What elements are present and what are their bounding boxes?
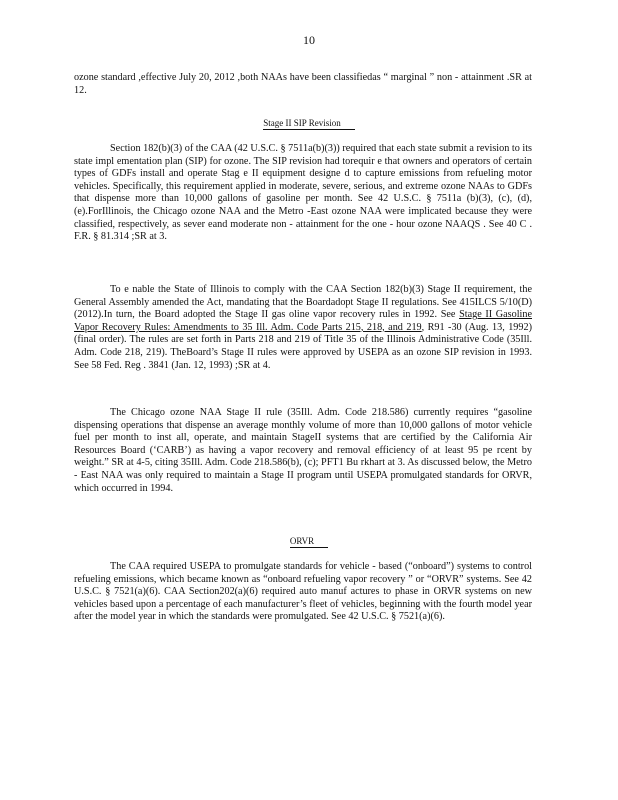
paragraph-section-182 [74, 143, 532, 244]
paragraph-text-part: To e nable the State of Illinois to comply with the CAA Section 182(b)(3) Stage II requirement, the General Assembly amended the Act, mandating that the Boardadopt Stage II regulations. See 415ILCS 5/10(D) (2012).In turn, the Board adopted the Stage II gas oline vapor recovery rules in 1992. See [74, 284, 532, 321]
paragraph-text-part: , R91 -30 (Aug. 13, 1992) (final order). The rules are set forth in Parts 218 and 219 of Title 35 of the Illinois Administrative Code (35Ill. Adm. Code 218, 219). TheBoard’s Stage II rules were approved by USEPA as an ozone SIP revision in 1993. See 58 Fed. Reg . 3841 (Jan. 12, 1993) ;SR at 4. [74, 321, 532, 371]
heading-text: ORVR [290, 536, 328, 548]
paragraph-text: Section 182(b)(3) of the CAA (42 U.S.C. § 7511a(b)(3)) required that each state submit a revision to its state impl ementation plan (SIP) for ozone. The SIP revision had torequir e that owners and operators of certain types of GDFs install and operate Stag e II equipment designe d to capture emissions from refueling motor vehicles. Specifically, this requirement applied in moderate, severe, serious, and extreme ozone NAAs to GDFs that dispense more than 10,000 gallons of gasoline per month. See 42 U.S.C. § 7511a (b)(3), (c), (d), (e).ForIllinois, the Chicago ozone NAA and the Metro -East ozone NAA were implicated because they were classified, respectively, as sever eand moderate non - attainment for the one - hour ozone NAAQS . See 40 C . F.R. § 81.314 ;SR at 3. [74, 143, 532, 243]
paragraph-text [74, 284, 532, 372]
paragraph-text: The CAA required USEPA to promulgate standards for vehicle - based (“onboard”) systems to control refueling emissions, which became known as “onboard refueling vapor recovery ” or “ORVR” systems. See 42 U.S.C. § 7521(a)(6). CAA Section202(a)(6) required auto manuf actures to phase in ORVR systems on new vehicles based upon a percentage of each manufacturer’s fleet of vehicles, beginning with the fourth model year after the model year in which the standards were promulgated. See 42 U.S.C. § 7521(a)(6). [74, 561, 532, 623]
section-heading-stage-ii-sip-revision [0, 117, 618, 130]
heading-text: Stage II SIP Revision [263, 118, 354, 130]
paragraph-continuation [74, 72, 532, 97]
paragraph-text: The Chicago ozone NAA Stage II rule (35Ill. Adm. Code 218.586) currently requires “gasoline dispensing operations that dispense an average monthly volume of more than 10,000 gallons of motor vehicle fuel per month to inst all, operate, and maintain StageII systems that are certified by the California Air Resources Board (‘CARB’) as having a vapor recovery and removal efficiency of at least 95 pe rcent by weight.” SR at 4-5, citing 35Ill. Adm. Code 218.586(b), (c); PFT1 Bu rkhart at 3. As discussed below, the Metro - East NAA was only required to maintain a Stage II program until USEPA promulgated standards for ORVR, which occurred in 1994. [74, 407, 532, 494]
paragraph-illinois-compliance [74, 284, 532, 372]
section-heading-orvr [0, 535, 618, 548]
case-citation: Stage II Gasoline Vapor Recovery Rules: Amendments to 35 Ill. Adm. Code Parts 215, 218, and 219 [74, 309, 532, 333]
paragraph-text: ozone standard ,effective July 20, 2012 ,both NAAs have been classifiedas “ marginal ” non - attainment .SR at 12. [74, 72, 532, 96]
page-number: 10 [303, 33, 315, 47]
paragraph-chicago-rule [74, 407, 532, 495]
paragraph-orvr [74, 561, 532, 624]
